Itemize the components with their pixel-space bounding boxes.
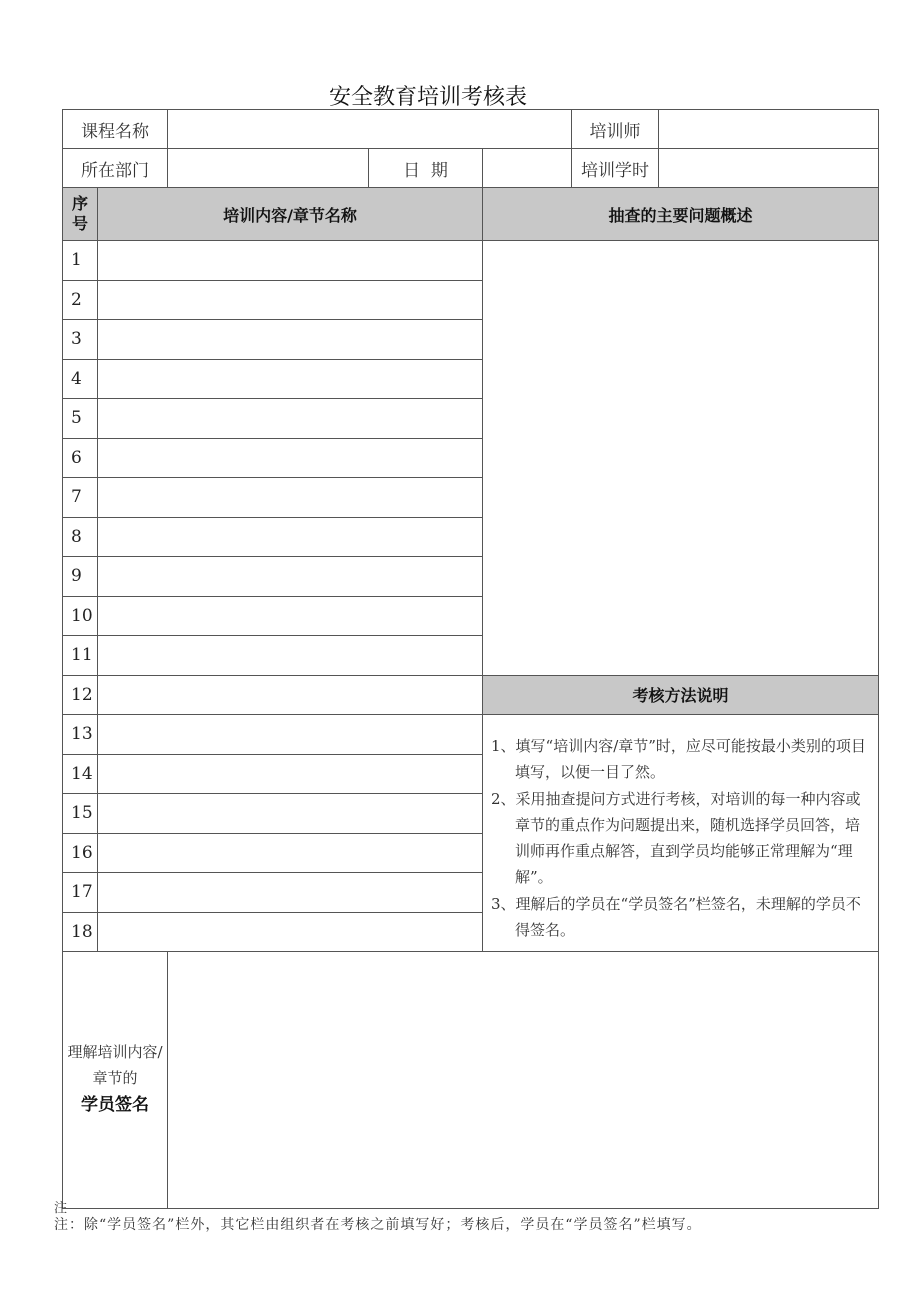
footnote: 注：除“学员签名”栏外，其它栏由组织者在考核之前填写好；考核后，学员在“学员签名”栏填写。 — [54, 1217, 702, 1233]
content-cell[interactable] — [98, 754, 483, 794]
seq-header-line1: 序 — [71, 194, 88, 213]
row-number: 14 — [63, 754, 98, 794]
row-number: 11 — [63, 636, 98, 676]
content-cell[interactable] — [98, 794, 483, 834]
date-field[interactable] — [483, 149, 572, 188]
content-cell[interactable] — [98, 873, 483, 913]
method-item: 1、填写“培训内容/章节”时，应尽可能按最小类别的项目填写，以便一目了然。 — [491, 737, 866, 782]
row-number: 17 — [63, 873, 98, 913]
department-label: 所在部门 — [63, 149, 168, 188]
row-number: 10 — [63, 596, 98, 636]
method-item: 3、理解后的学员在“学员签名”栏签名，未理解的学员不得签名。 — [491, 894, 861, 939]
course-name-label: 课程名称 — [63, 110, 168, 149]
content-cell[interactable] — [98, 438, 483, 478]
signature-label-line2: 章节的 — [92, 1068, 138, 1087]
content-cell[interactable] — [98, 359, 483, 399]
row-number: 15 — [63, 794, 98, 834]
training-hours-label: 培训学时 — [572, 149, 659, 188]
row-number: 4 — [63, 359, 98, 399]
content-cell[interactable] — [98, 280, 483, 320]
content-cell[interactable] — [98, 320, 483, 360]
training-hours-field[interactable] — [659, 149, 879, 188]
content-cell[interactable] — [98, 912, 483, 952]
row-number: 5 — [63, 399, 98, 439]
trainer-label: 培训师 — [572, 110, 659, 149]
row-number: 13 — [63, 715, 98, 755]
content-cell[interactable] — [98, 833, 483, 873]
note-stub: 注 — [54, 1201, 68, 1216]
row-number: 9 — [63, 557, 98, 597]
form-title: 安全教育培训考核表 — [328, 85, 527, 110]
trainer-field[interactable] — [659, 110, 879, 149]
content-cell[interactable] — [98, 557, 483, 597]
seq-header — [63, 188, 98, 241]
problems-header: 抽查的主要问题概述 — [483, 188, 879, 241]
problems-cell[interactable] — [483, 241, 879, 676]
signature-label-line3: 学员签名 — [81, 1095, 149, 1116]
content-cell[interactable] — [98, 675, 483, 715]
content-header: 培训内容/章节名称 — [98, 188, 483, 241]
content-cell[interactable] — [98, 596, 483, 636]
content-cell[interactable] — [98, 241, 483, 281]
row-number: 16 — [63, 833, 98, 873]
row-number: 18 — [63, 912, 98, 952]
method-header: 考核方法说明 — [483, 675, 879, 715]
content-cell[interactable] — [98, 399, 483, 439]
content-cell[interactable] — [98, 478, 483, 518]
signature-label-line1: 理解培训内容/ — [67, 1043, 163, 1062]
row-number: 1 — [63, 241, 98, 281]
method-item: 2、采用抽查提问方式进行考核，对培训的每一种内容或章节的重点作为问题提出来，随机选择学员回答，培训师再作重点解答，直到学员均能够正常理解为“理解”。 — [491, 789, 861, 887]
method-description — [483, 715, 879, 952]
content-cell[interactable] — [98, 517, 483, 557]
row-number: 12 — [63, 675, 98, 715]
content-cell[interactable] — [98, 636, 483, 676]
row-number: 7 — [63, 478, 98, 518]
seq-header-line2: 号 — [71, 214, 88, 233]
date-label: 日 期 — [369, 149, 483, 188]
signature-field[interactable] — [168, 952, 879, 1209]
course-name-field[interactable] — [168, 110, 572, 149]
signature-label — [63, 952, 168, 1209]
content-cell[interactable] — [98, 715, 483, 755]
department-field[interactable] — [168, 149, 369, 188]
assessment-table — [62, 109, 879, 1209]
row-number: 6 — [63, 438, 98, 478]
row-number: 8 — [63, 517, 98, 557]
row-number: 2 — [63, 280, 98, 320]
row-number: 3 — [63, 320, 98, 360]
